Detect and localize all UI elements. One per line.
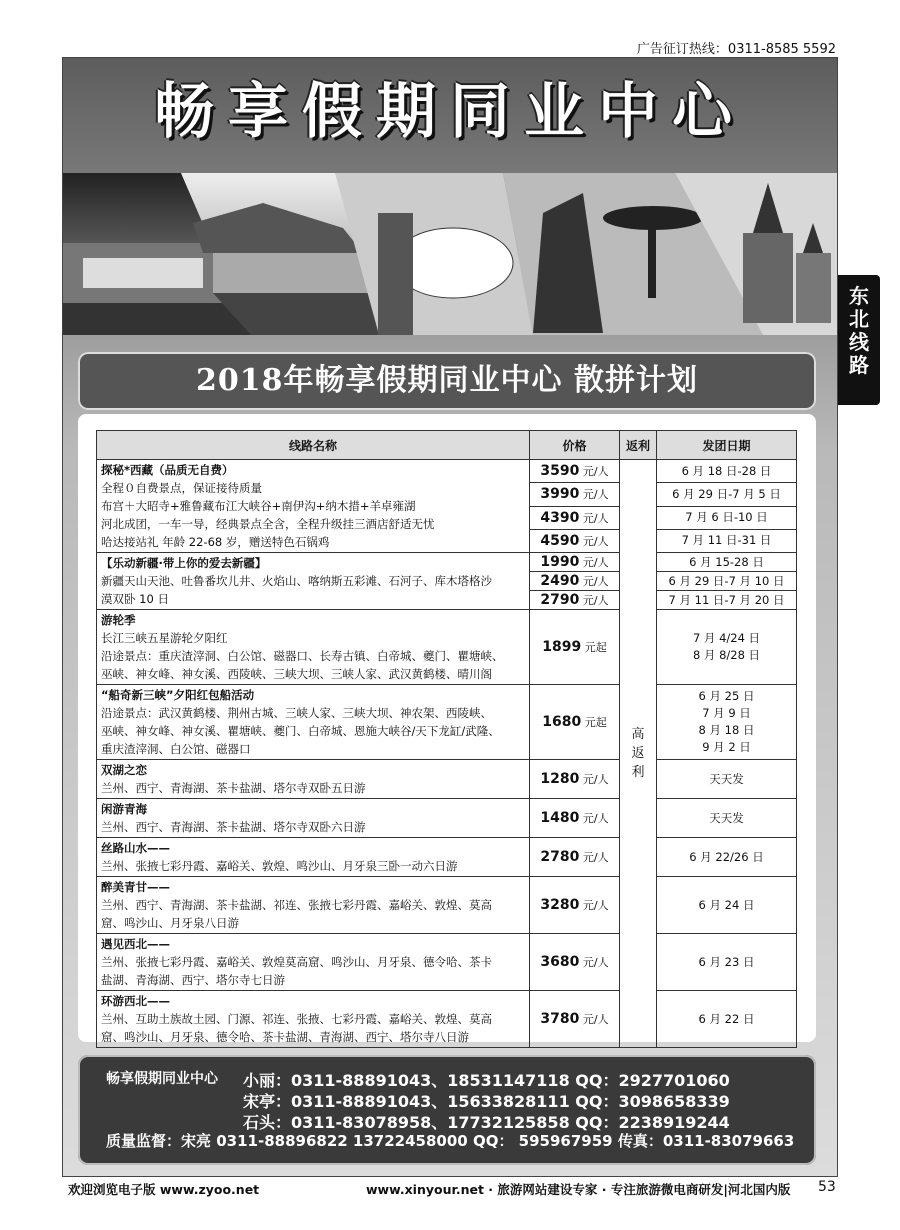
price-value: 4390 <box>540 509 580 526</box>
route-title: “船奇新三峡”夕阳红包船活动 <box>101 688 255 702</box>
route-cell <box>97 838 530 877</box>
departure-date: 7 月 11 日-7 月 20 日 <box>668 592 785 607</box>
price-cell <box>530 799 620 838</box>
route-detail: 盐湖、青海湖、西宁、塔尔寺七日游 <box>101 973 285 987</box>
table-row <box>97 460 797 483</box>
price-cell <box>530 991 620 1048</box>
route-cell <box>97 934 530 991</box>
departure-date-cell <box>657 760 797 799</box>
table-row <box>97 610 797 685</box>
quality-supervision: 质量监督：宋亮 0311-88896822 13722458000 QQ： 595967959 传真：0311-83079663 <box>106 1132 795 1150</box>
departure-date: 6 月 22/26 日 <box>689 849 764 864</box>
table-row <box>97 877 797 934</box>
price-unit: 元/人 <box>582 488 609 502</box>
departure-date: 6 月 24 日 <box>698 897 755 912</box>
route-detail: 全程０自费景点，保证接待质量 <box>101 481 262 495</box>
departure-date: 6 月 23 日 <box>698 954 755 969</box>
route-title: 醉美青甘—— <box>101 880 170 894</box>
departure-date: 天天发 <box>709 771 744 786</box>
price-unit: 元起 <box>584 641 607 654</box>
price-value: 1480 <box>540 810 580 826</box>
price-cell <box>530 460 620 483</box>
departure-date-cell <box>657 838 797 877</box>
route-detail: 巫峡、神女峰、神女溪、西陵峡、三峡大坝、三峡人家、武汉黄鹤楼、晴川阁 <box>101 667 492 681</box>
ad-hotline: 广告征订热线：0311-8585 5592 <box>636 42 836 57</box>
table-row <box>97 934 797 991</box>
departure-date-cell <box>657 460 797 483</box>
departure-date: 6 月 15-28 日 <box>689 554 764 569</box>
departure-date: 天天发 <box>709 810 744 825</box>
price-value: 3680 <box>540 954 580 970</box>
price-unit: 元/人 <box>582 511 609 525</box>
price-cell <box>530 838 620 877</box>
footer-right: www.xinyour.net · 旅游网站建设专家 · 专注旅游微电商研发|河北国内版 <box>366 1182 791 1197</box>
departure-date: 7 月 6 日-10 日 <box>685 510 768 525</box>
contact-org: 畅享假期同业中心 <box>106 1071 218 1087</box>
departure-date: 7 月 4/24 日 8 月 8/28 日 <box>692 631 761 662</box>
departure-date-cell <box>657 610 797 685</box>
price-unit: 元/人 <box>582 465 609 479</box>
departure-date-cell <box>657 572 797 591</box>
price-cell <box>530 877 620 934</box>
route-title: 闲游青海 <box>101 802 147 816</box>
contact-box <box>78 1055 816 1165</box>
route-title: 游轮季 <box>101 613 136 627</box>
route-detail: 兰州、西宁、青海湖、茶卡盐湖、塔尔寺双卧五日游 <box>101 781 366 795</box>
route-cell <box>97 460 530 553</box>
departure-date: 7 月 11 日-31 日 <box>681 533 772 548</box>
footer-left: 欢迎浏览电子版 www.zyoo.net <box>68 1182 260 1197</box>
route-title: 丝路山水—— <box>101 841 170 855</box>
table-body <box>97 460 797 1048</box>
price-cell <box>530 483 620 506</box>
route-detail: 沿途景点：武汉黄鹤楼、荆州古城、三峡人家、三峡大坝、神农架、西陵峡、 <box>101 706 492 720</box>
table-row <box>97 760 797 799</box>
route-cell <box>97 991 530 1048</box>
price-unit: 元/人 <box>582 1013 609 1026</box>
departure-date: 6 月 22 日 <box>698 1011 755 1026</box>
price-unit: 元起 <box>584 716 607 729</box>
rebate-text: 高返利 <box>631 727 645 780</box>
route-detail: 布宫＋大昭寺+雅鲁藏布江大峡谷+南伊沟+纳木措+羊卓雍湖 <box>101 499 416 513</box>
contact-row: 小丽：0311-88891043、18531147118 QQ：2927701060 <box>243 1071 730 1090</box>
header-rebate: 返利 <box>620 431 657 460</box>
route-cell <box>97 760 530 799</box>
route-detail: 窟、鸣沙山、月牙泉八日游 <box>101 916 239 930</box>
table-row <box>97 838 797 877</box>
route-detail: 兰州、张掖七彩丹霞、嘉峪关、敦煌、鸣沙山、月牙泉三卧一动六日游 <box>101 859 458 873</box>
header-price: 价格 <box>530 431 620 460</box>
price-value: 3780 <box>540 1011 580 1027</box>
route-title: 双湖之恋 <box>101 763 147 777</box>
price-unit: 元/人 <box>582 534 609 548</box>
price-value: 2490 <box>540 573 580 589</box>
route-cell <box>97 877 530 934</box>
route-title: 探秘*西藏（品质无自费） <box>101 463 234 477</box>
side-tab-northeast-routes <box>838 275 880 405</box>
price-cell <box>530 591 620 610</box>
departure-date-cell <box>657 799 797 838</box>
route-cell <box>97 610 530 685</box>
route-detail: 哈达接站礼 年龄 22-68 岁，赠送特色石锅鸡 <box>101 535 330 549</box>
route-title: 【乐动新疆·带上你的爱去新疆】 <box>101 556 267 570</box>
departure-date-cell <box>657 877 797 934</box>
price-unit: 元/人 <box>582 899 609 912</box>
price-value: 3590 <box>540 463 580 480</box>
departure-date-cell <box>657 529 797 552</box>
route-detail: 漠双卧 10 日 <box>101 592 169 606</box>
table-row <box>97 991 797 1048</box>
price-cell <box>530 553 620 572</box>
route-detail: 沿途景点：重庆渣滓洞、白公馆、磁器口、长寿古镇、白帝城、夔门、瞿塘峡、 <box>101 649 504 663</box>
table-row <box>97 799 797 838</box>
departure-date-cell <box>657 506 797 529</box>
route-detail: 兰州、西宁、青海湖、茶卡盐湖、祁连、张掖七彩丹霞、嘉峪关、敦煌、莫高 <box>101 898 492 912</box>
price-cell <box>530 934 620 991</box>
price-value: 1990 <box>540 554 580 570</box>
route-cell <box>97 685 530 760</box>
route-detail: 兰州、互助土族故土园、门源、祁连、张掖、七彩丹霞、嘉峪关、敦煌、莫高 <box>101 1012 492 1026</box>
price-cell <box>530 572 620 591</box>
price-unit: 元/人 <box>582 575 609 588</box>
departure-date: 6 月 29 日-7 月 5 日 <box>672 486 781 501</box>
route-detail: 窟、鸣沙山、月牙泉、德令哈、茶卡盐湖、青海湖、西宁、塔尔寺八日游 <box>101 1030 469 1044</box>
departure-date-cell <box>657 553 797 572</box>
price-unit: 元/人 <box>582 956 609 969</box>
side-tab-label: 东北线路 <box>849 284 869 377</box>
route-detail: 河北成团，一车一导，经典景点全含，全程升级挂三酒店舒适无忧 <box>101 517 435 531</box>
route-detail: 重庆渣滓洞、白公馆、磁器口 <box>101 742 251 756</box>
departure-date-cell <box>657 591 797 610</box>
table-header-row <box>97 431 797 460</box>
price-unit: 元/人 <box>582 812 609 825</box>
price-unit: 元/人 <box>582 594 609 607</box>
price-value: 3990 <box>540 486 580 503</box>
tour-plan-table <box>96 430 797 1048</box>
price-value: 1680 <box>542 714 582 730</box>
scenery-photo-strip <box>63 173 837 335</box>
route-cell <box>97 799 530 838</box>
page-number: 53 <box>818 1179 836 1195</box>
departure-date: 6 月 18 日-28 日 <box>681 463 772 478</box>
rebate-cell <box>620 460 657 1048</box>
price-cell <box>530 506 620 529</box>
contact-row: 石头：0311-83078958、17732125858 QQ：2238919244 <box>243 1113 730 1132</box>
table-row <box>97 553 797 572</box>
headline: 畅享假期同业中心 <box>154 77 746 147</box>
route-detail: 巫峡、神女峰、神女溪、瞿塘峡、夔门、白帝城、恩施大峡谷/天下龙缸/武隆、 <box>101 724 500 738</box>
price-value: 4590 <box>540 532 580 549</box>
route-cell <box>97 553 530 610</box>
departure-date-cell <box>657 991 797 1048</box>
header-date: 发团日期 <box>657 431 797 460</box>
price-cell <box>530 610 620 685</box>
route-detail: 兰州、张掖七彩丹霞、嘉峪关、敦煌莫高窟、鸣沙山、月牙泉、德令哈、茶卡 <box>101 955 492 969</box>
route-detail: 新疆天山天池、吐鲁番坎儿井、火焰山、喀纳斯五彩滩、石河子、库木塔格沙 <box>101 574 492 588</box>
route-detail: 兰州、西宁、青海湖、茶卡盐湖、塔尔寺双卧六日游 <box>101 820 366 834</box>
price-unit: 元/人 <box>582 773 609 786</box>
header-route: 线路名称 <box>97 431 530 460</box>
price-unit: 元/人 <box>582 851 609 864</box>
departure-date: 6 月 29 日-7 月 10 日 <box>668 573 785 588</box>
route-title: 环游西北—— <box>101 994 170 1008</box>
plan-banner: 2018年畅享假期同业中心 散拼计划 <box>78 352 816 410</box>
route-title: 遇见西北—— <box>101 937 170 951</box>
price-cell <box>530 529 620 552</box>
price-cell <box>530 685 620 760</box>
price-unit: 元/人 <box>582 556 609 569</box>
route-detail: 长江三峡五星游轮夕阳红 <box>101 631 228 645</box>
departure-date: 6 月 25 日 7 月 9 日 8 月 18 日 9 月 2 日 <box>698 689 755 754</box>
price-value: 2790 <box>540 592 580 608</box>
price-value: 1899 <box>542 639 582 655</box>
price-cell <box>530 760 620 799</box>
departure-date-cell <box>657 934 797 991</box>
price-value: 2780 <box>540 849 580 865</box>
table-row <box>97 685 797 760</box>
price-value: 3280 <box>540 897 580 913</box>
departure-date-cell <box>657 483 797 506</box>
contact-row: 宋亭：0311-88891043、15633828111 QQ：3098658339 <box>243 1092 730 1111</box>
departure-date-cell <box>657 685 797 760</box>
price-value: 1280 <box>540 771 580 787</box>
